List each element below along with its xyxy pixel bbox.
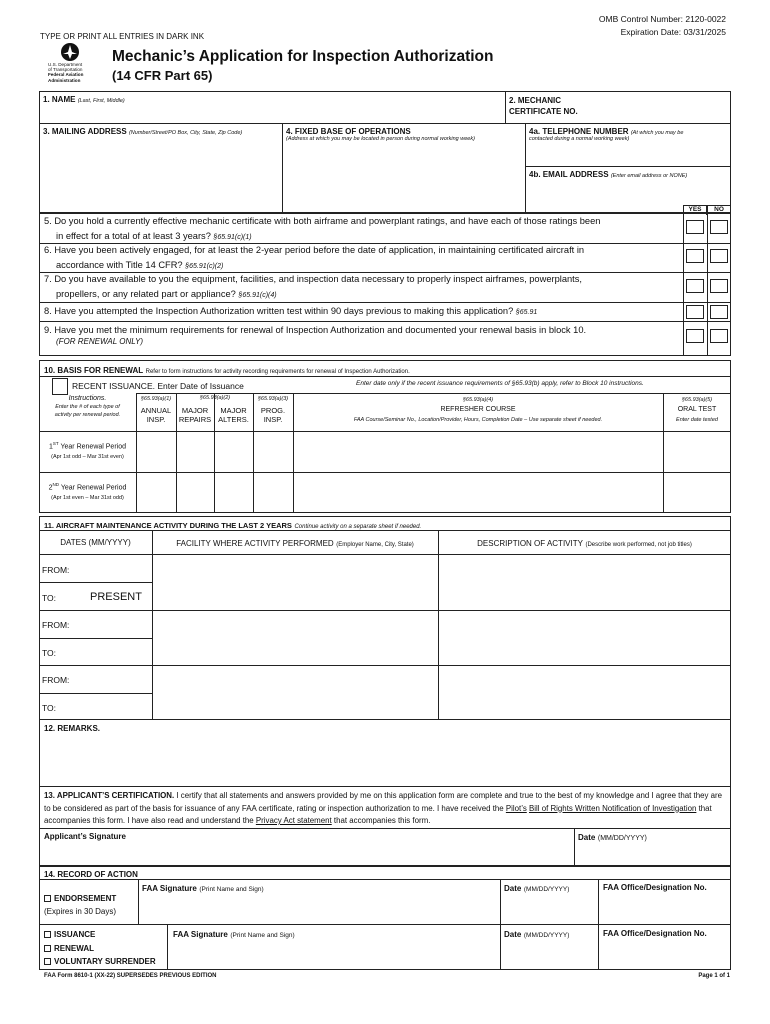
name-label: 1. NAME xyxy=(43,95,76,104)
voluntary-option[interactable] xyxy=(44,956,156,966)
privacy-act-link[interactable]: Privacy Act statement xyxy=(255,816,332,825)
alters-line2: ALTERS. xyxy=(218,415,249,424)
pilots-bill-link-1[interactable]: Pilot’s xyxy=(505,803,527,813)
faa-sig-1-field[interactable] xyxy=(139,894,499,923)
mailing-address-field[interactable] xyxy=(43,127,279,211)
basis-renewal-label: 10. BASIS FOR RENEWAL xyxy=(44,366,144,375)
action-date-2-text: Date xyxy=(504,930,522,939)
period2-note: (Apr 1st even – Mar 31st odd) xyxy=(51,495,124,502)
instructions-note-1: Enter the # of each type of xyxy=(55,404,120,410)
facility-col-header xyxy=(152,538,438,548)
block-11-header xyxy=(44,520,421,530)
issuance-label: ISSUANCE xyxy=(54,930,96,939)
q6-yes-checkbox[interactable] xyxy=(686,249,704,263)
row1-facility-input[interactable] xyxy=(153,555,437,609)
faa-sig-1-label xyxy=(142,883,264,893)
email-hint: (Enter email address or NONE) xyxy=(610,173,688,179)
activity-label: 11. AIRCRAFT MAINTENANCE ACTIVITY DURING THE LAST 2 YEARS xyxy=(44,521,292,530)
q9-no-checkbox[interactable] xyxy=(710,329,728,343)
endorsement-label: ENDORSEMENT xyxy=(54,894,117,903)
faa-emblem-icon xyxy=(60,42,80,62)
name-hint: (Last, First, Middle) xyxy=(77,98,125,104)
form-title: Mechanic’s Application for Inspection Authorization xyxy=(112,48,494,65)
form-subtitle: (14 CFR Part 65) xyxy=(112,68,213,83)
faa-sig-1-hint: (Print Name and Sign) xyxy=(199,886,264,893)
q9-yes-checkbox[interactable] xyxy=(686,329,704,343)
period2-sup: ND xyxy=(52,482,60,487)
col-refresher xyxy=(293,395,663,425)
refresher-note: FAA Course/Seminar No., Location/Provider, Hours, Completion Date – Use separate sheet if needed. xyxy=(353,417,603,423)
basis-renewal-hint: Refer to form instructions for activity recording requirements for renewal of Inspection Authorization. xyxy=(145,369,410,375)
logo-text-3: Federal Aviation xyxy=(48,72,84,78)
applicant-signature-label: Applicant’s Signature xyxy=(44,832,126,841)
p1-alters-input[interactable] xyxy=(215,432,252,471)
description-col-hint: (Describe work performed, not job titles) xyxy=(585,542,692,548)
p2-oral-input[interactable] xyxy=(664,473,730,512)
prog-line1: PROG. xyxy=(260,406,286,415)
p2-refresher-input[interactable] xyxy=(294,473,662,512)
q8-no-checkbox[interactable] xyxy=(710,305,728,319)
question-6 xyxy=(44,243,680,274)
annual-line2: INSP. xyxy=(146,415,166,424)
row1-present-value[interactable]: PRESENT xyxy=(90,591,142,603)
p1-refresher-input[interactable] xyxy=(294,432,662,471)
p1-prog-input[interactable] xyxy=(254,432,292,471)
refresher-ref: §65.93(a)(4) xyxy=(462,397,494,403)
mechanic-certificate-field[interactable] xyxy=(509,95,729,122)
name-field[interactable] xyxy=(43,95,503,122)
refresher-label: REFRESHER COURSE xyxy=(440,406,516,413)
voluntary-checkbox[interactable] xyxy=(44,958,51,965)
telephone-field[interactable] xyxy=(529,127,729,165)
instructions-note-2: activity per renewal period. xyxy=(54,412,121,418)
pilots-bill-link-2[interactable]: Bill of Rights Written Notification of Investigation xyxy=(528,803,697,813)
page-number-footer: Page 1 of 1 xyxy=(698,973,730,979)
email-label: 4b. EMAIL ADDRESS xyxy=(529,170,609,179)
q6-ref: §65.91(c)(2) xyxy=(185,263,224,270)
row1-description-input[interactable] xyxy=(439,555,730,609)
period1-text: Year Renewal Period xyxy=(58,443,126,451)
q6-no-checkbox[interactable] xyxy=(710,249,728,263)
certification-text-2: and I agree that they are to be considered as part of the basis for issuance of any FAA certificate, rating or inspection authorization to me. I have received the xyxy=(44,791,723,813)
faa-sig-2-hint: (Print Name and Sign) xyxy=(230,932,295,939)
period-2-label xyxy=(39,479,136,504)
renewal-option[interactable] xyxy=(44,943,94,953)
q5-ref: §65.91(c)(1) xyxy=(213,234,252,241)
period2-num: 2 xyxy=(48,484,53,492)
row2-facility-input[interactable] xyxy=(153,611,437,664)
action-date-1-field[interactable] xyxy=(501,894,597,923)
fixed-base-field[interactable] xyxy=(286,127,523,211)
col-annual-insp xyxy=(136,395,176,424)
yes-label: YES xyxy=(688,206,702,213)
col-major-alters xyxy=(214,406,253,424)
question-5 xyxy=(44,214,680,245)
faa-office-1-label: FAA Office/Designation No. xyxy=(603,883,707,892)
omb-control-number: OMB Control Number: 2120-0022 xyxy=(598,14,726,24)
p2-annual-input[interactable] xyxy=(137,473,175,512)
action-date-2-hint: (MM/DD/YYYY) xyxy=(523,932,570,939)
q7-no-checkbox[interactable] xyxy=(710,279,728,293)
repairs-line1: MAJOR xyxy=(181,406,209,415)
certification-text-1: I certify that all statements and answers provided by me on this application form are complete and true to the best of my knowledge xyxy=(174,791,634,800)
period2-text: Year Renewal Period xyxy=(59,484,127,492)
facility-col-label: FACILITY WHERE ACTIVITY PERFORMED xyxy=(176,539,334,548)
col-prog-insp xyxy=(253,395,293,424)
col-major-repairs xyxy=(176,395,254,401)
instructions-cell xyxy=(39,395,136,419)
p1-oral-input[interactable] xyxy=(664,432,730,471)
row3-to-label: TO: xyxy=(42,703,57,713)
activity-hint: Continue activity on a separate sheet if needed. xyxy=(294,524,422,530)
mailing-address-hint: (Number/Street/PO Box, City, State, Zip Code) xyxy=(128,130,243,136)
certification-text xyxy=(44,790,729,828)
q7-yes-checkbox[interactable] xyxy=(686,279,704,293)
instructions-label: Instructions. xyxy=(68,395,107,402)
ink-note: TYPE OR PRINT ALL ENTRIES IN DARK INK xyxy=(40,32,205,41)
renewal-checkbox[interactable] xyxy=(44,945,51,952)
q8-line1: 8. Have you attempted the Inspection Authorization written test within 90 days previous to making this application? xyxy=(44,306,514,316)
action-date-2-field[interactable] xyxy=(501,940,597,969)
major-ref: §65.93(a)(2) xyxy=(199,395,231,401)
applicant-signature-field[interactable] xyxy=(40,842,573,865)
faa-logo xyxy=(46,42,106,88)
repairs-line2: REPAIRS xyxy=(178,415,212,424)
p2-repairs-input[interactable] xyxy=(177,473,213,512)
col-major-repairs-label xyxy=(176,406,214,424)
faa-sig-1-text: FAA Signature xyxy=(142,884,197,893)
faa-office-2-field[interactable] xyxy=(599,940,730,969)
col-oral-test xyxy=(663,395,731,425)
telephone-hint-2: contacted during a normal working week) xyxy=(529,136,630,142)
fixed-base-label: 4. FIXED BASE OF OPERATIONS xyxy=(286,127,411,136)
period-1-label xyxy=(39,438,136,463)
logo-text-1: U.S. Department xyxy=(48,62,83,67)
record-action-label: 14. RECORD OF ACTION xyxy=(44,870,138,879)
endorsement-checkbox[interactable] xyxy=(44,895,51,902)
oral-ref: §65.93(a)(5) xyxy=(681,397,713,403)
p2-prog-input[interactable] xyxy=(254,473,292,512)
renewal-label: RENEWAL xyxy=(54,944,94,953)
q8-yes-checkbox[interactable] xyxy=(686,305,704,319)
voluntary-label: VOLUNTARY SURRENDER xyxy=(54,957,156,966)
block-12-remarks[interactable] xyxy=(39,719,731,787)
description-col-label: DESCRIPTION OF ACTIVITY xyxy=(477,539,583,548)
faa-office-1-field[interactable] xyxy=(599,894,730,923)
prog-ref: §65.93(a)(3) xyxy=(257,396,289,402)
description-col-header xyxy=(438,538,731,548)
certification-text-4: that accompanies this form. xyxy=(331,816,431,825)
row3-facility-input[interactable] xyxy=(153,666,437,719)
period1-note: (Apr 1st odd – Mar 31st even) xyxy=(51,454,124,461)
q5-yes-checkbox[interactable] xyxy=(686,220,704,234)
row2-to-label: TO: xyxy=(42,648,57,658)
facility-col-hint: (Employer Name, City, State) xyxy=(336,542,414,548)
dates-col-header: DATES (MM/YYYY) xyxy=(60,538,131,547)
faa-office-2-label: FAA Office/Designation No. xyxy=(603,929,707,938)
expires-note: (Expires in 30 Days) xyxy=(44,907,117,916)
form-number-footer: FAA Form 8610-1 (XX-22) SUPERSEDES PREVIOUS EDITION xyxy=(44,973,217,979)
annual-ref: §65.93(a)(1) xyxy=(140,396,172,402)
action-date-1-label xyxy=(504,883,569,893)
faa-sig-2-text: FAA Signature xyxy=(173,930,228,939)
logo-text-2: of Transportation xyxy=(48,67,83,73)
block-10-header xyxy=(44,365,410,375)
p1-annual-input[interactable] xyxy=(137,432,175,471)
certification-text-3: that accompanies this form. I have also read and understand the xyxy=(44,803,712,825)
row2-description-input[interactable] xyxy=(439,611,730,664)
question-8 xyxy=(44,304,680,320)
remarks-label: 12. REMARKS. xyxy=(44,724,101,733)
applicant-date-label xyxy=(578,832,647,842)
oral-label: ORAL TEST xyxy=(677,406,717,413)
p1-repairs-input[interactable] xyxy=(177,432,213,471)
q9-line1: 9. Have you met the minimum requirements for renewal of Inspection Authorization and documented your renewal basis in block 10. xyxy=(44,325,587,335)
applicant-date-text: Date xyxy=(578,833,596,842)
question-9 xyxy=(44,324,680,348)
recent-issuance-checkbox[interactable] xyxy=(52,378,68,395)
issuance-option[interactable] xyxy=(44,929,95,939)
period1-sup: ST xyxy=(52,441,59,446)
cert-label-2: CERTIFICATE NO. xyxy=(509,107,578,116)
q6-line1: 6. Have you been actively engaged, for at least the 2-year period before the date of application, in maintaining certificated aircraft in xyxy=(44,245,585,255)
recent-issuance-note: Enter date only if the recent issuance requirements of §65.93(b) apply, refer to Block 10 instructions. xyxy=(356,380,644,387)
logo-text-4: Administration xyxy=(48,77,81,83)
row3-description-input[interactable] xyxy=(439,666,730,719)
q8-ref: §65.91 xyxy=(515,309,538,316)
period1-num: 1 xyxy=(49,443,53,451)
q6-line2: accordance with Title 14 CFR? xyxy=(56,260,183,270)
certification-label: 13. APPLICANT’S CERTIFICATION. xyxy=(44,791,175,800)
action-date-2-label xyxy=(504,929,569,939)
alters-line1: MAJOR xyxy=(220,406,247,415)
prog-line2: INSP. xyxy=(263,415,283,424)
applicant-date-hint: (MM/DD/YYYY) xyxy=(597,835,647,842)
q5-line2: in effect for a total of at least 3 years? xyxy=(56,231,211,241)
applicant-date-field[interactable] xyxy=(575,842,730,865)
row3-from-label: FROM: xyxy=(42,675,70,685)
q7-ref: §65.91(c)(4) xyxy=(238,292,277,299)
cert-label-1: 2. MECHANIC xyxy=(509,96,562,105)
action-date-1-hint: (MM/DD/YYYY) xyxy=(523,886,570,893)
mailing-address-label: 3. MAILING ADDRESS xyxy=(43,127,127,136)
row1-from-label: FROM: xyxy=(42,565,70,575)
oral-note: Enter date tested xyxy=(676,417,718,423)
recent-issuance-label: RECENT ISSUANCE. Enter Date of Issuance xyxy=(72,381,244,391)
telephone-hint-1: (At which you may be xyxy=(630,130,684,136)
faa-sig-2-label xyxy=(173,929,295,939)
row2-from-label: FROM: xyxy=(42,620,70,630)
faa-sig-2-field[interactable] xyxy=(168,940,499,969)
no-label: NO xyxy=(714,206,724,213)
q5-line1: 5. Do you hold a currently effective mechanic certificate with both airframe and powerplant ratings, and have each of those ratings been xyxy=(44,216,601,226)
row1-to-label: TO: xyxy=(42,593,57,603)
q7-line2: propellers, or any related part or appliance? xyxy=(56,289,236,299)
q5-no-checkbox[interactable] xyxy=(710,220,728,234)
issuance-checkbox[interactable] xyxy=(44,931,51,938)
action-date-1-text: Date xyxy=(504,884,522,893)
endorsement-option[interactable] xyxy=(44,893,116,903)
expiration-date: Expiration Date: 03/31/2025 xyxy=(620,27,726,37)
q7-line1: 7. Do you have available to you the equipment, facilities, and inspection data necessary to properly inspect airframes, powerplants, xyxy=(44,274,582,284)
telephone-label: 4a. TELEPHONE NUMBER xyxy=(529,127,629,136)
fixed-base-hint: (Address at which you may be located in person during normal working week) xyxy=(286,136,475,142)
q9-line2: (FOR RENEWAL ONLY) xyxy=(56,337,143,346)
question-7 xyxy=(44,272,680,303)
p2-alters-input[interactable] xyxy=(215,473,252,512)
annual-line1: ANNUAL xyxy=(140,406,172,415)
